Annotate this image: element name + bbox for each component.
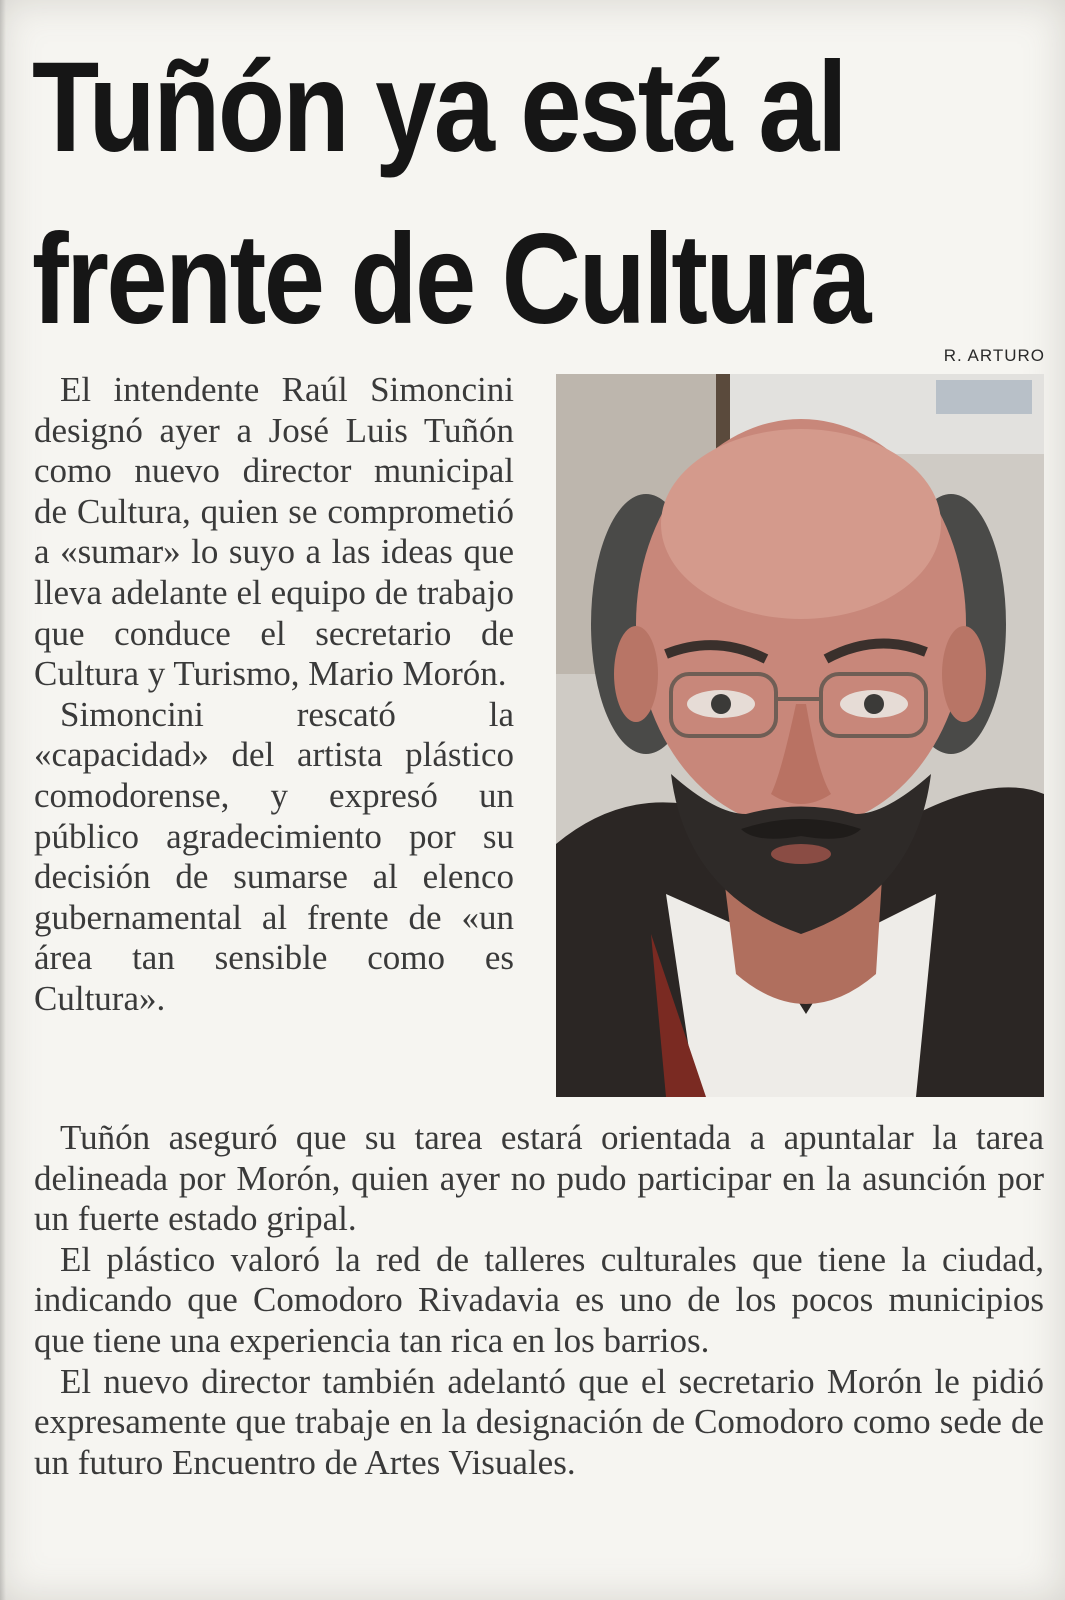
paragraph-2: Simoncini rescató la «capacidad» del artista plástico comodorense, y expresó un público agradecimiento por su decisión de sumarse al elenco gubernamental al frente de «un área tan sensible como es Cultura». — [34, 694, 514, 1018]
headline-line-2: frente de Cultura — [32, 208, 869, 351]
headline — [32, 22, 901, 366]
paragraph-3: Tuñón aseguró que su tarea estará orientada a apuntalar la tarea delineada por Morón, quien ayer no pudo participar en la asunción por un fuerte estado gripal. — [34, 1118, 1044, 1239]
article-body-full — [34, 1118, 1044, 1483]
headline-line-1: Tuñón ya está al — [32, 36, 846, 179]
portrait-photo — [556, 374, 1044, 1097]
paper-edge-left — [0, 0, 6, 1600]
paragraph-5: El nuevo director también adelantó que el secretario Morón le pidió expresamente que trabaje en la designación de Comodoro como sede de un futuro Encuentro de Artes Visuales. — [34, 1361, 1044, 1482]
photo-credit: R. ARTURO — [943, 346, 1045, 365]
portrait-illustration — [556, 374, 1044, 1097]
paragraph-4: El plástico valoró la red de talleres culturales que tiene la ciudad, indicando que Comodoro Rivadavia es uno de los pocos municipios que tiene una experiencia tan rica en los barrios. — [34, 1239, 1044, 1360]
article-column-left — [34, 370, 514, 1020]
paragraph-1: El intendente Raúl Simoncini designó ayer a José Luis Tuñón como nuevo director municipal de Cultura, quien se comprometió a «sumar» lo suyo a las ideas que lleva adelante el equipo de trabajo que conduce el secretario de Cultura y Turismo, Mario Morón. — [34, 370, 514, 694]
